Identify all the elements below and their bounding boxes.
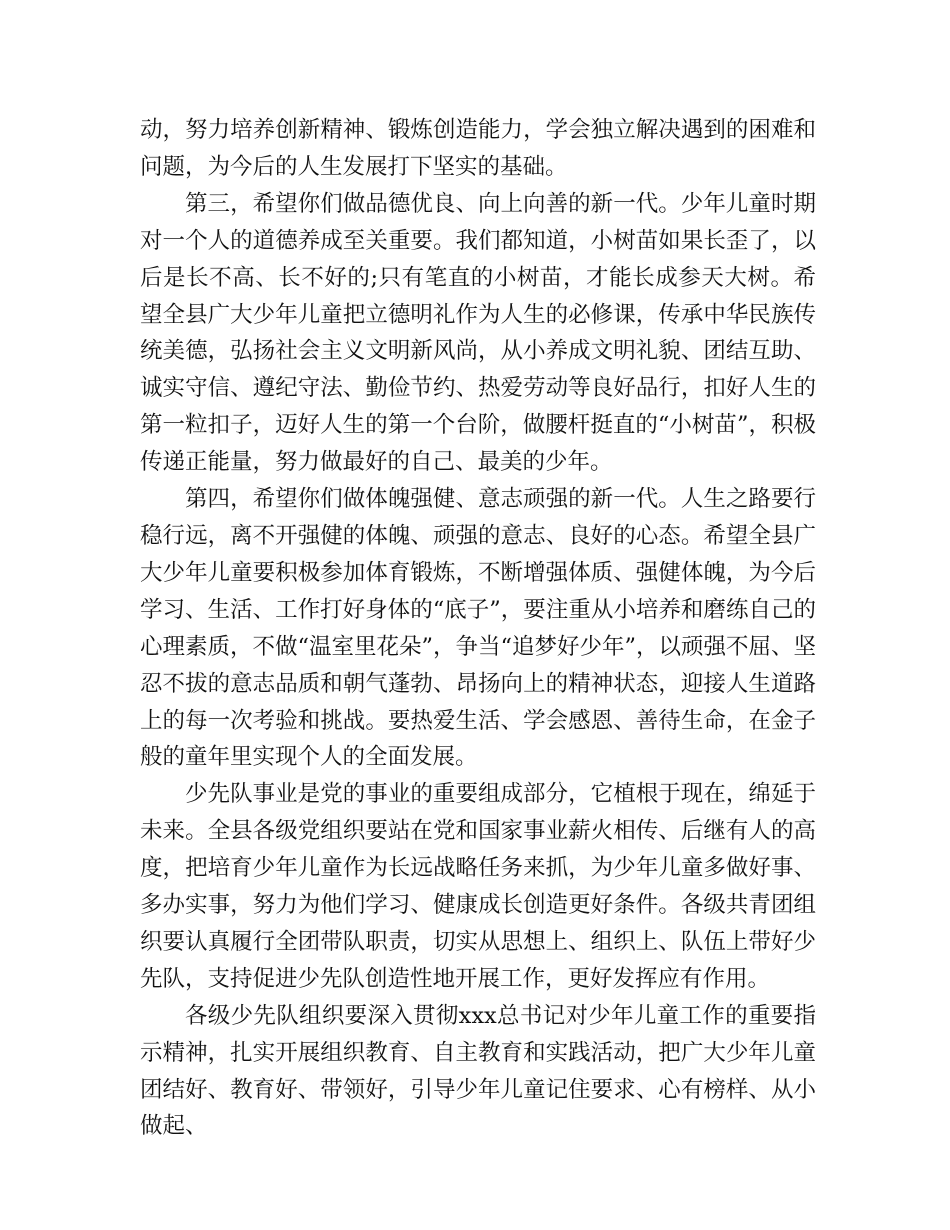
paragraph-1: 动，努力培养创新精神、锻炼创造能力，学会独立解决遇到的困难和问题，为今后的人生发展打下坚实的基础。 [140,117,816,180]
paragraph-3: 第四，希望你们做体魄强健、意志顽强的新一代。人生之路要行稳行远，离不开强健的体魄、顽强的意志、良好的心态。希望全县广大少年儿童要积极参加体育锻炼，不断增强体质、强健体魄，为今后学习、生活、工作打好身体的“底子”，要注重从小培养和磨练自己的心理素质，不做“温室里花朵”，争当“追梦好少年”，以顽强不屈、坚忍不拔的意志品质和朝气蓬勃、昂扬向上的精神状态，迎接人生道路上的每一次考验和挑战。要热爱生活、学会感恩、善待生命，在金子般的童年里实现个人的全面发展。 [140,486,817,771]
document-body [140,112,816,1145]
paragraph-5: 各级少先队组织要深入贯彻xxx总书记对少年儿童工作的重要指示精神，扎实开展组织教育、自主教育和实践活动，把广大少年儿童团结好、教育好、带领好，引导少年儿童记住要求、心有榜样、从小做起、 [140,1002,816,1140]
paragraph-4: 少先队事业是党的事业的重要组成部分，它植根于现在，绵延于未来。全县各级党组织要站在党和国家事业薪火相传、后继有人的高度，把培育少年儿童作为长远战略任务来抓，为少年儿童多做好事、多办实事，努力为他们学习、健康成长创造更好条件。各级共青团组织要认真履行全团带队职责，切实从思想上、组织上、队伍上带好少先队，支持促进少先队创造性地开展工作，更好发挥应有作用。 [140,781,816,992]
paragraph-2: 第三，希望你们做品德优良、向上向善的新一代。少年儿童时期对一个人的道德养成至关重要。我们都知道，小树苗如果长歪了，以后是长不高、长不好的;只有笔直的小树苗，才能长成参天大树。希望全县广大少年儿童把立德明礼作为人生的必修课，传承中华民族传统美德，弘扬社会主义文明新风尚，从小养成文明礼貌、团结互助、诚实守信、遵纪守法、勤俭节约、热爱劳动等良好品行，扣好人生的第一粒扣子，迈好人生的第一个台阶，做腰杆挺直的“小树苗”，积极传递正能量，努力做最好的自己、最美的少年。 [140,190,816,476]
